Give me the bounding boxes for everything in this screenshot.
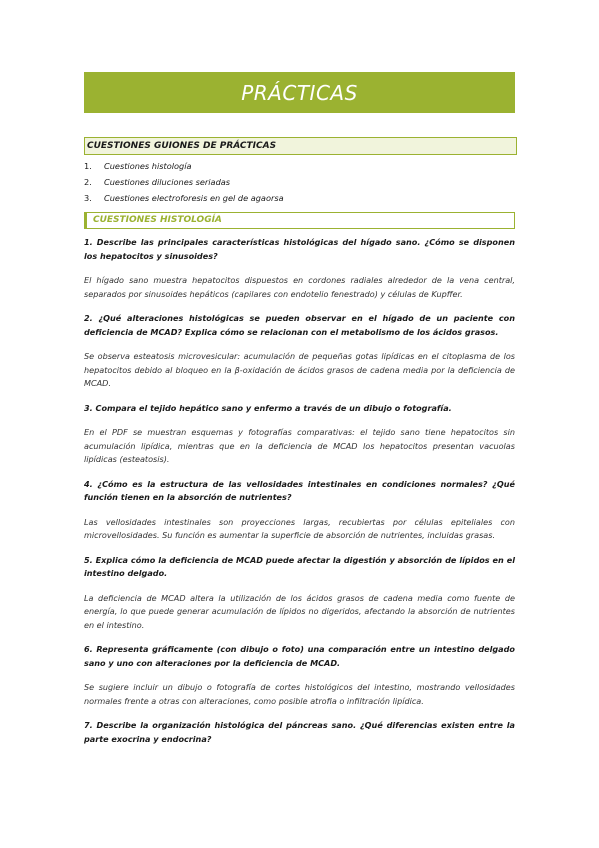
question-7: 7. Describe la organización histológica del páncreas sano. ¿Qué diferencias existen entre la parte exocrina y endocrina? (84, 720, 515, 744)
answer-2: Se observa esteatosis microvesicular: acumulación de pequeñas gotas lipídicas en el citoplasma de los hepatocitos debido al bloqueo en la β-oxidación de ácidos grasos de cadena media por la deficiencia de MCAD. (84, 351, 515, 388)
list-item (84, 174, 514, 190)
section-heading-histologia: CUESTIONES HISTOLOGÍA (84, 212, 515, 229)
section-heading-guiones: CUESTIONES GUIONES DE PRÁCTICAS (84, 137, 517, 155)
list-item (84, 158, 514, 174)
page-banner (84, 72, 515, 113)
list-item (84, 190, 514, 206)
question-1: 1. Describe las principales características histológicas del hígado sano. ¿Cómo se disponen los hepatocitos y sinusoides? (84, 237, 515, 261)
question-4: 4. ¿Cómo es la estructura de las vellosidades intestinales en condiciones normales? ¿Qué función tienen en la absorción de nutrientes? (84, 478, 515, 502)
qa-content (84, 236, 515, 757)
answer-5: La deficiencia de MCAD altera la utilización de los ácidos grasos de cadena media como fuente de energía, lo que puede generar acumulación de lípidos no digeridos, afectando la absorción de nutrientes en el intestino. (84, 592, 515, 630)
list-item-number: 1. (84, 161, 92, 171)
practice-list (84, 158, 514, 206)
answer-6: Se sugiere incluir un dibujo o fotografía de cortes histológicos del intestino, mostrando vellosidades normales frente a otras con alteraciones, como posible atrofia o infiltración lipídica. (84, 682, 515, 706)
answer-1: El hígado sano muestra hepatocitos dispuestos en cordones radiales alrededor de la vena central, separados por sinusoides hepáticos (capilares con endotelio fenestrado) y células de Kupffer. (84, 275, 515, 299)
question-3: 3. Compara el tejido hepático sano y enfermo a través de un dibujo o fotografía. (84, 402, 452, 413)
list-item-number: 2. (84, 177, 92, 187)
question-6: 6. Representa gráficamente (con dibujo o foto) una comparación entre un intestino delgado sano y uno con alteraciones por la deficiencia de MCAD. (84, 644, 515, 668)
list-item-label: Cuestiones histología (104, 161, 192, 171)
answer-4: Las vellosidades intestinales son proyecciones largas, recubiertas por células epiteliales con microvellosidades. Su función es aumentar la superficie de absorción de nutrientes, incluidas grasas. (84, 516, 515, 540)
list-item-label: Cuestiones electroforesis en gel de agaorsa (104, 193, 284, 203)
list-item-label: Cuestiones diluciones seriadas (104, 177, 231, 187)
answer-3: En el PDF se muestran esquemas y fotografías comparativas: el tejido sano tiene hepatocitos sin acumulación lipídica, mientras que en la deficiencia de MCAD los hepatocitos presentan vacuolas lipídicas (esteatosis). (84, 427, 515, 464)
question-2: 2. ¿Qué alteraciones histológicas se pueden observar en el hígado de un paciente con deficiencia de MCAD? Explica cómo se relacionan con el metabolismo de los ácidos grasos. (84, 313, 515, 337)
list-item-number: 3. (84, 193, 92, 203)
question-5: 5. Explica cómo la deficiencia de MCAD puede afectar la digestión y absorción de lípidos en el intestino delgado. (84, 554, 515, 578)
page-title: PRÁCTICAS (241, 80, 358, 105)
